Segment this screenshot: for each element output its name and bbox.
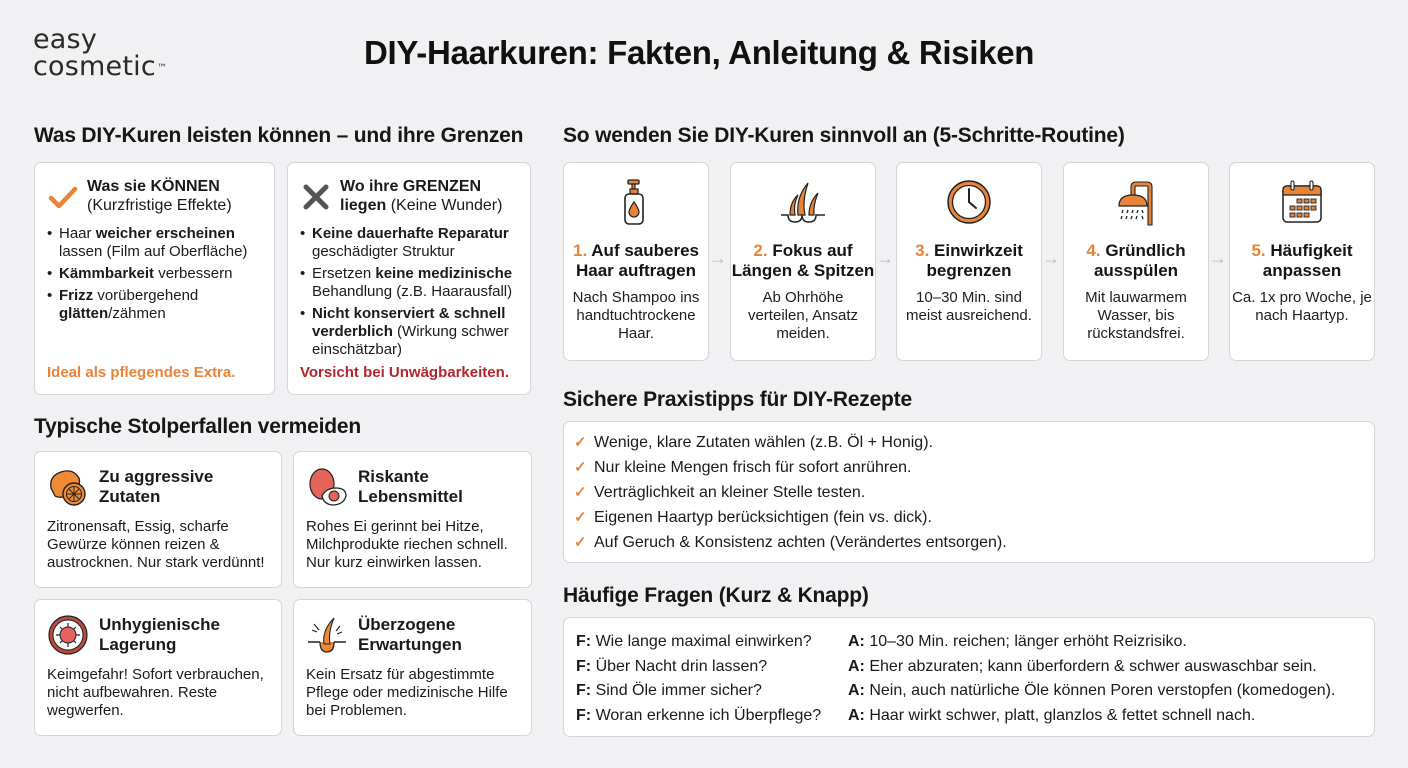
pitfalls-section-title: Typische Stolperfallen vermeiden [34,415,361,438]
limits-subheading: (Keine Wunder) [390,197,503,214]
arrow-right-icon: → [1042,248,1060,268]
faq-question: Wie lange maximal einwirken? [595,633,812,650]
faq-answer: Eher abzuraten; kann überfordern & schwer auswaschbar sein. [869,657,1317,675]
faq-question: Sind Öle immer sicher? [595,682,762,699]
limits-item: • Keine dauerhafte Reparatur geschädigter Struktur [300,225,518,261]
pitfall-desc: Keimgefahr! Sofort verbrauchen, nicht aufbewahren. Reste wegwerfen. [47,666,264,719]
step-card-2: 2. Fokus auf Längen & Spitzen Ab Ohrhöhe verteilen, Ansatz meiden. [730,162,876,361]
pitfall-title: Zu aggressive Zutaten [99,467,214,506]
tip-item: ✓ Nur kleine Mengen frisch für sofort anrühren. [574,455,1364,480]
lemon-icon [47,466,89,508]
tip-item: ✓ Verträglichkeit an kleiner Stelle testen. [574,480,1364,505]
hair-strands-icon [778,177,828,227]
arrow-right-icon: → [709,248,727,268]
step-title: Auf sauberes Haar auftragen [576,241,699,280]
pitfall-desc: Rohes Ei gerinnt bei Hitze, Milchprodukte riechen schnell. Nur kurz einwirken lassen. [306,518,508,571]
step-desc: 10–30 Min. sind meist ausreichend. [906,289,1032,324]
clock-icon [944,177,994,227]
faq-question: Über Nacht drin lassen? [595,657,768,675]
faq-section-title: Häufige Fragen (Kurz & Knapp) [563,584,869,607]
faq-card [563,617,1375,737]
limits-section-title: Was DIY-Kuren leisten können – und ihre Grenzen [34,124,524,147]
shower-icon [1111,177,1161,227]
step-desc: Ab Ohrhöhe verteilen, Ansatz meiden. [747,289,859,342]
can-item: • Haar weicher erscheinen lassen (Film auf Oberfläche) [47,225,262,261]
step-title: Fokus auf Längen & Spitzen [731,241,875,280]
limits-footer: Vorsicht bei Unwägbarkeiten. [300,364,509,381]
step-title: Gründlich ausspülen [1093,241,1186,280]
tip-item: ✓ Eigenen Haartyp berücksichtigen (fein vs. dick). [574,505,1364,530]
checkmark-icon [47,181,79,213]
faq-answer: Nein, auch natürliche Öle können Poren verstopfen (komedogen). [869,682,1336,699]
step-desc: Ca. 1x pro Woche, je nach Haartyp. [1232,289,1372,324]
pitfall-title: Überzogene Erwartungen [358,615,462,654]
can-item: • Frizz vorübergehend glätten/zähmen [47,287,262,323]
check-icon: ✓ [574,459,587,476]
brand-line1: easy [33,24,98,55]
can-heading: Was sie KÖNNEN [87,178,220,195]
limits-card [287,162,531,395]
faq-answer: Haar wirkt schwer, platt, glanzlos & fettet schnell nach. [869,706,1256,724]
trademark: ™ [156,63,168,74]
can-subheading: (Kurzfristige Effekte) [87,197,232,214]
page-title: DIY-Haarkuren: Fakten, Anleitung & Risiken [364,34,1035,71]
x-cross-icon [300,181,332,213]
arrow-right-icon: → [1209,248,1227,268]
step-card-5: 5. Häufigkeit anpassen Ca. 1x pro Woche, je nach Haartyp. [1229,162,1375,361]
limits-item: • Nicht konserviert & schnell verderblich (Wirkung schwer einschätzbar) [300,305,518,359]
tips-section-title: Sichere Praxistipps für DIY-Rezepte [563,388,912,411]
can-item: • Kämmbarkeit verbessern [47,265,262,283]
pitfall-desc: Kein Ersatz für abgestimmte Pflege oder medizinische Hilfe bei Problemen. [306,666,508,719]
arrow-right-icon: → [876,248,894,268]
step-title: Einwirkzeit begrenzen [926,241,1023,280]
pitfall-card-3 [34,599,282,736]
faq-question: Woran erkenne ich Überpflege? [595,706,822,724]
faq-item: F: Über Nacht drin lassen? A: Eher abzuraten; kann überfordern & schwer auswaschbar sein. [576,657,1317,675]
pitfall-card-4 [293,599,532,736]
calendar-icon [1277,177,1327,227]
tip-item: ✓ Auf Geruch & Konsistenz achten (Verändertes entsorgen). [574,530,1364,555]
faq-item: F: Sind Öle immer sicher? A: Nein, auch natürliche Öle können Poren verstopfen (komedogen). [576,682,1336,699]
check-icon: ✓ [574,434,587,451]
egg-icon [306,466,348,508]
step-card-4: 4. Gründlich ausspülen Mit lauwarmem Wasser, bis rückstandsfrei. [1063,162,1209,361]
step-desc: Mit lauwarmem Wasser, bis rückstandsfrei. [1085,289,1187,342]
can-footer: Ideal als pflegendes Extra. [47,364,236,381]
brand-line2: cosmetic [33,51,156,82]
check-icon: ✓ [574,484,587,501]
pitfall-title: Unhygienische Lagerung [99,615,220,654]
faq-answer: 10–30 Min. reichen; länger erhöht Reizrisiko. [869,633,1187,650]
pitfall-card-1 [34,451,282,588]
step-card-1: 1. Auf sauberes Haar auftragen Nach Shampoo ins handtuchtrockene Haar. [563,162,709,361]
check-icon: ✓ [574,509,587,526]
pitfall-card-2 [293,451,532,588]
pump-bottle-icon [611,177,661,227]
germ-icon [47,614,89,656]
faq-item: F: Woran erkenne ich Überpflege? A: Haar wirkt schwer, platt, glanzlos & fettet schnell nach. [576,706,1256,724]
can-card [34,162,275,395]
limits-item: • Ersetzen keine medizinische Behandlung (z.B. Haarausfall) [300,265,518,301]
steps-section-title: So wenden Sie DIY-Kuren sinnvoll an (5-Schritte-Routine) [563,124,1125,147]
tips-card [563,421,1375,563]
step-title: Häufigkeit anpassen [1262,241,1353,280]
brand-logo [33,26,167,80]
pitfall-desc: Zitronensaft, Essig, scharfe Gewürze können reizen & austrocknen. Nur stark verdünnt! [47,518,265,571]
faq-item: F: Wie lange maximal einwirken? A: 10–30 Min. reichen; länger erhöht Reizrisiko. [576,633,1187,650]
step-card-3: 3. Einwirkzeit begrenzen 10–30 Min. sind meist ausreichend. [896,162,1042,361]
hair-follicle-icon [306,614,348,656]
check-icon: ✓ [574,534,587,551]
step-desc: Nach Shampoo ins handtuchtrockene Haar. [572,289,700,342]
limits-heading: Wo ihre GRENZEN liegen [340,178,482,214]
pitfall-title: Riskante Lebensmittel [358,467,463,506]
tip-item: ✓ Wenige, klare Zutaten wählen (z.B. Öl + Honig). [574,430,1364,455]
